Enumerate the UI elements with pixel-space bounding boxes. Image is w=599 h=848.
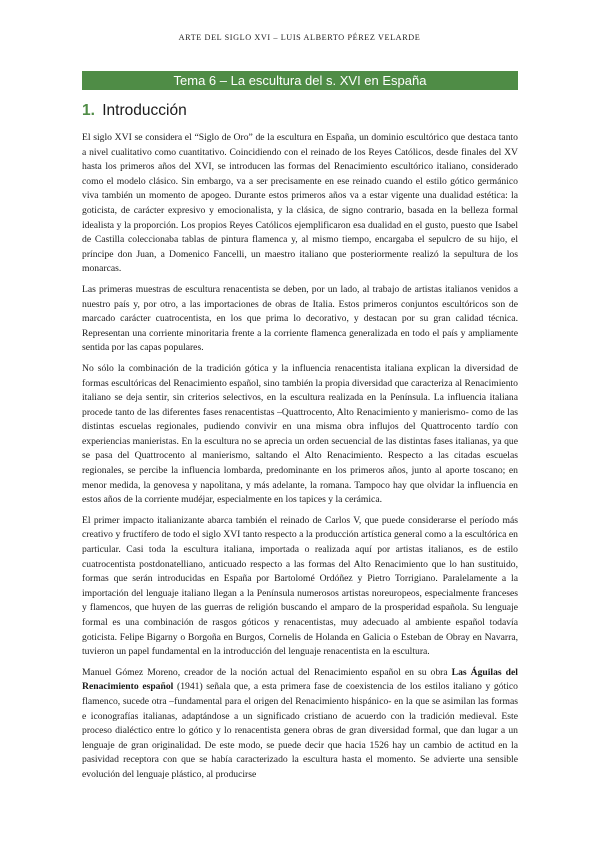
body-text (82, 131, 518, 789)
paragraph-text-before: Manuel Gómez Moreno, creador de la noción actual del Renacimiento español en su obra (82, 666, 452, 678)
section-title: Introducción (102, 102, 187, 119)
chapter-title: Tema 6 – La escultura del s. XVI en España (173, 73, 427, 88)
paragraph: Las primeras muestras de escultura renacentista se deben, por un lado, al trabajo de artistas italianos venidos a nuestro país y, por otro, a las importaciones de obras de Italia. Estos primeros conjuntos escultóricos son de marcado carácter cuatrocentista, en los que prima lo decorativo, y destacan por su gran calidad técnica. Representan una corriente minoritaria frente a la corriente flamenca generalizada en todo el país y ampliamente sentida por las capas populares. (82, 283, 518, 354)
paragraph: No sólo la combinación de la tradición gótica y la influencia renacentista italiana explican la diversidad de formas escultóricas del Renacimiento español, sino también la propia diversidad que caracteriza al Renacimiento italiano se deja sentir, sin criterios selectivos, en la escultura realizada en la Península. La influencia italiana procede tanto de las diferentes fases renacentistas –Quattrocento, Alto Renacimiento y manierismo- como de las distintas escuelas regionales, pudiendo convivir en una misma obra influjos del Quattrocento tardío con experiencias manieristas. En la escultura no se aprecia un orden secuencial de las distintas fases italianas, ya que se pasa del Quattrocento al manierismo, saltando el Alto Renacimiento. Respecto a las citadas escuelas regionales, se percibe la influencia lombarda, predominante en los primeros años, junto al aporte toscano; en menor medida, la genovesa y napolitana, y más adelante, la romana. Tampoco hay que olvidar la influencia en estos años de la corriente mudéjar, especialmente en los tapices y la cerámica. (82, 362, 518, 506)
paragraph-last (82, 666, 518, 783)
section-number: 1. (82, 102, 95, 119)
paragraph: El primer impacto italianizante abarca también el reinado de Carlos V, que puede considerarse el período más creativo y fructífero de todo el siglo XVI tanto respecto a la producción artística general como a la escultórica en particular. Casi toda la escultura italiana, importada o realizada aquí por artistas italianos, es de estilo cuatrocentista postdonatelliano, anticuado respecto a las formas del Alto Renacimiento que lo han sustituido, formas que serán introducidas en España por Bartolomé Ordóñez y Pietro Torrigiano. Paralelamente a la importación del lenguaje italiano llegan a la Península numerosos artistas noreuropeos, especialmente franceses y flamencos, que huyen de las guerras de religión buscando el amparo de la prosperidad española. Su lenguaje formal es una combinación de rasgos góticos y renacentistas, muy adecuado al ambiente español todavía goticista. Felipe Bigarny o Borgoña en Burgos, Cornelis de Holanda en Galicia o Esteban de Obray en Navarra, tuvieron un papel fundamental en la introducción del lenguaje renacentista en la escultura. (82, 514, 518, 658)
running-header: ARTE DEL SIGLO XVI – LUIS ALBERTO PÉREZ VELARDE (178, 33, 421, 42)
chapter-title-bar (82, 71, 518, 90)
book-title: Las Águilas del Renacimiento español (82, 666, 518, 693)
paragraph-text-after: (1941) señala que, a esta primera fase de coexistencia de los estilos italiano y gótico flamenco, sucede otra –fundamental para el origen del Renacimiento hispánico- en la que se asimilan las formas e iconografías italianas, adaptándose a un significado cristiano de acuerdo con la tradición medieval. Este proceso dialéctico entre lo gótico y lo renacentista genera obras de gran diversidad formal, que dan lugar a un lenguaje de gran originalidad. De este modo, se puede decir que hacia 1526 hay un cambio de actitud en la pasividad receptora con que se había caracterizado la escultura hasta el momento. Se advierte una sensible evolución del lenguaje plástico, al producirse (82, 681, 518, 780)
paragraph: El siglo XVI se considera el “Siglo de Oro” de la escultura en España, un dominio escultórico que destaca tanto a nivel cualitativo como cuantitativo. Coincidiendo con el reinado de los Reyes Católicos, desde finales del XV hasta los primeros años del XVI, se introducen las formas del Renacimiento escultórico italiano, considerado como el modelo clásico. Sin embargo, va a ser precisamente en ese reinado cuando el estilo gótico germánico viva también un momento de apogeo. Durante estos primeros años va a estar vigente una dualidad estética: la goticista, de carácter expresivo y emocionalista, y la clásica, de signo contrario, basada en la belleza formal idealista y la proporción. Los propios Reyes Católicos ejemplificaron esa dualidad en el gusto, puesto que Isabel de Castilla coleccionaba tablas de pintura flamenca y, al mismo tiempo, encargaba el sepulcro de su hijo, el príncipe don Juan, a Domenico Fancelli, un maestro italiano que posteriormente realizó la sepultura de los monarcas. (82, 132, 518, 275)
section-heading (82, 102, 187, 120)
